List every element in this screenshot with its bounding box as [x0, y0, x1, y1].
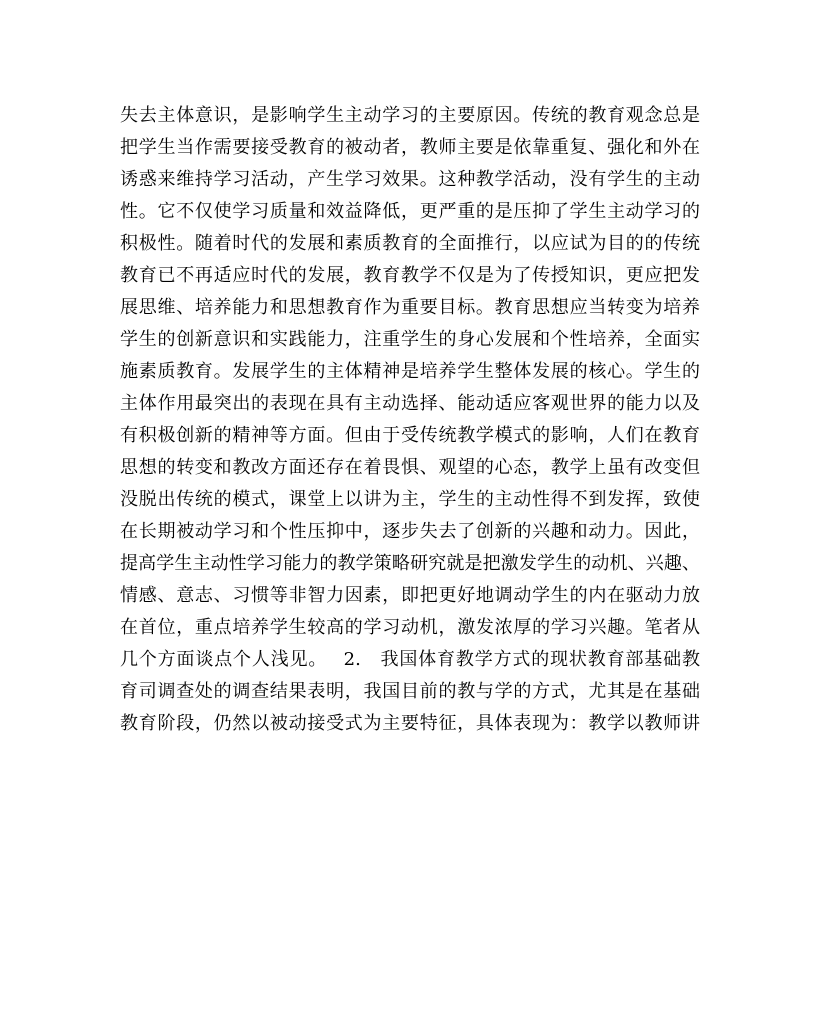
body-text [120, 100, 700, 740]
text-line: 失去主体意识，是影响学生主动学习的主要原因。传统的教育观念总是 [120, 105, 700, 126]
text-line: 主体作用最突出的表现在具有主动选择、能动适应客观世界的能力以及 [120, 393, 700, 414]
text-line: 在长期被动学习和个性压抑中，逐步失去了创新的兴趣和动力。因此， [120, 521, 700, 542]
text-line: 施素质教育。发展学生的主体精神是培养学生整体发展的核心。学生的 [120, 361, 700, 382]
text-line: 思想的转变和教改方面还存在着畏惧、观望的心态，教学上虽有改变但 [120, 457, 700, 478]
text-line: 几个方面谈点个人浅见。 2. 我国体育教学方式的现状教育部基础教 [120, 649, 700, 670]
text-line: 诱惑来维持学习活动，产生学习效果。这种教学活动，没有学生的主动 [120, 169, 700, 190]
text-line: 在首位，重点培养学生较高的学习动机，激发浓厚的学习兴趣。笔者从 [120, 617, 700, 638]
text-line: 教育阶段，仍然以被动接受式为主要特征，具体表现为：教学以教师讲 [120, 713, 700, 734]
text-line: 没脱出传统的模式，课堂上以讲为主，学生的主动性得不到发挥，致使 [120, 489, 700, 510]
text-line: 把学生当作需要接受教育的被动者，教师主要是依靠重复、强化和外在 [120, 137, 700, 158]
text-line: 有积极创新的精神等方面。但由于受传统教学模式的影响，人们在教育 [120, 425, 700, 446]
text-line: 积极性。随着时代的发展和素质教育的全面推行，以应试为目的的传统 [120, 233, 700, 254]
text-line: 学生的创新意识和实践能力，注重学生的身心发展和个性培养，全面实 [120, 329, 700, 350]
text-line: 育司调查处的调查结果表明，我国目前的教与学的方式，尤其是在基础 [120, 681, 700, 702]
text-line: 情感、意志、习惯等非智力因素，即把更好地调动学生的内在驱动力放 [120, 585, 700, 606]
text-line: 提高学生主动性学习能力的教学策略研究就是把激发学生的动机、兴趣、 [120, 553, 700, 574]
text-line: 展思维、培养能力和思想教育作为重要目标。教育思想应当转变为培养 [120, 297, 700, 318]
text-line: 性。它不仅使学习质量和效益降低，更严重的是压抑了学生主动学习的 [120, 201, 700, 222]
text-line: 教育已不再适应时代的发展，教育教学不仅是为了传授知识，更应把发 [120, 265, 700, 286]
